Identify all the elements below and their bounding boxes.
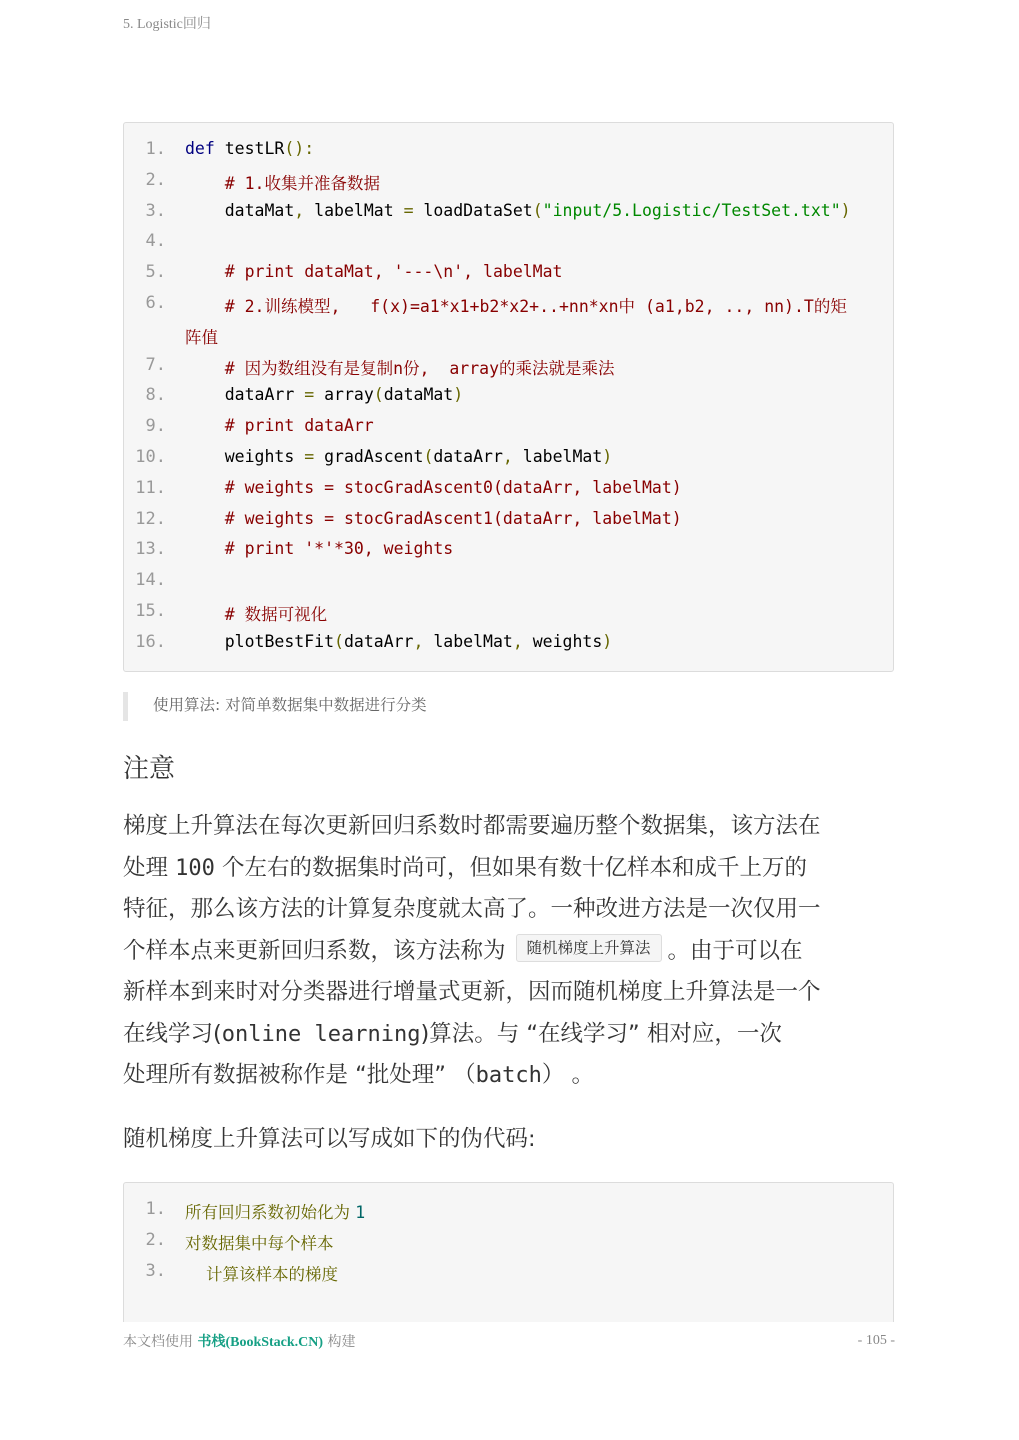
code-token: dataArr <box>185 385 305 405</box>
code-text <box>185 447 612 466</box>
code-text <box>185 509 682 528</box>
code-text <box>185 632 612 651</box>
code-token: # weights = stocGradAscent1(dataArr, labelMat) <box>185 508 682 528</box>
paragraph-explanation <box>123 806 903 1097</box>
code-token: (): <box>284 139 315 158</box>
code-token: , <box>294 200 305 220</box>
paragraph-text: 新样本到来时对分类器进行增量式更新，因而随机梯度上升算法是一个 <box>123 979 821 1005</box>
code-token: # 1.收集并准备数据 <box>185 173 380 193</box>
line-number: 8. <box>145 385 166 406</box>
paragraph-pseudocode-intro: 随机梯度上升算法可以写成如下的伪代码: <box>123 1126 536 1152</box>
line-number: 11. <box>135 477 166 498</box>
code-token: def <box>185 139 215 158</box>
paragraph-text: ） 。 <box>541 1062 595 1088</box>
paragraph-line <box>123 972 903 1014</box>
code-token: ( <box>532 200 543 220</box>
blockquote-label: 使用算法: <box>153 696 221 714</box>
code-text <box>185 601 327 625</box>
code-block-pseudocode <box>123 1182 894 1322</box>
section-heading: 注意 <box>123 754 176 784</box>
code-token: # print dataArr <box>185 416 374 436</box>
code-token: 所有回归系数初始化为 <box>185 1203 356 1222</box>
code-token: dataMat <box>383 385 454 405</box>
code-token: = <box>304 385 315 405</box>
line-number: 2. <box>145 169 166 190</box>
footer-suffix: 构建 <box>323 1334 356 1350</box>
code-token: ) <box>453 385 464 405</box>
code-token: # weights = stocGradAscent0(dataArr, labelMat) <box>185 477 682 497</box>
code-token: dataArr <box>343 631 414 651</box>
line-number: 10. <box>135 447 166 467</box>
code-token: 阵值 <box>185 327 218 347</box>
line-number: 14. <box>135 570 166 591</box>
line-number: 5. <box>145 262 166 283</box>
line-number: 4. <box>145 231 166 252</box>
code-token: # 2.训练模型, f(x)=a1*x1+b2*x2+..+nn*xn中 (a1,b2, .., nn).T的矩 <box>185 297 847 316</box>
paragraph-text: 处理所有数据被称作是 “批处理” （ <box>123 1062 476 1088</box>
paragraph-line <box>123 1055 903 1097</box>
code-token: , <box>413 631 424 651</box>
paragraph-text: 在线学习( <box>123 1020 222 1047</box>
code-token: loadDataSet <box>413 200 533 220</box>
running-header: 5. Logistic回归 <box>123 17 211 32</box>
paragraph-text: 个样本点来更新回归系数，该方法称为 <box>123 937 506 964</box>
line-number: 15. <box>135 601 166 621</box>
code-text <box>185 170 380 194</box>
paragraph-text: 个左右的数据集时尚可，但如果有数十亿样本和成千上万的 <box>214 854 808 881</box>
paragraph-text: 处理 <box>123 854 176 881</box>
code-token: gradAscent <box>314 447 424 466</box>
line-number: 6. <box>145 293 166 313</box>
code-text <box>185 139 314 158</box>
line-number: 3. <box>145 1260 166 1281</box>
line-number: 13. <box>135 539 166 560</box>
page-number: - 105 - <box>857 1333 895 1348</box>
code-token: # print '*'*30, weights <box>185 539 454 559</box>
code-token: ( <box>334 631 344 651</box>
code-token: 1 <box>355 1203 366 1222</box>
footer-brand-link[interactable]: 书栈(BookStack.CN) <box>197 1335 324 1350</box>
line-number: 3. <box>145 200 166 221</box>
code-token: ( <box>373 385 384 405</box>
inline-mono: 100 <box>175 855 215 881</box>
inline-mono: batch <box>475 1063 542 1088</box>
code-token: # print dataMat, '---\n', labelMat <box>185 262 563 282</box>
code-text <box>185 201 851 220</box>
footer-credit <box>123 1331 356 1351</box>
code-text <box>185 478 682 497</box>
line-number: 16. <box>135 631 166 652</box>
code-token: = <box>403 200 414 220</box>
paragraph-line <box>123 848 903 890</box>
inline-code: 随机梯度上升算法 <box>516 934 662 962</box>
code-token: ) <box>840 200 851 220</box>
code-block-testlr <box>123 122 894 672</box>
blockquote-text: 对简单数据集中数据进行分类 <box>220 696 427 714</box>
code-token: labelMat <box>423 631 513 651</box>
line-number: 1. <box>145 1199 166 1219</box>
code-token: array <box>314 385 374 405</box>
code-token: weights <box>185 447 305 466</box>
code-token: plotBestFit <box>185 631 335 651</box>
code-text <box>185 262 563 281</box>
line-number: 12. <box>135 508 166 529</box>
line-number: 9. <box>145 416 166 437</box>
code-token: ( <box>423 447 434 466</box>
code-text <box>185 1199 365 1223</box>
code-token: = <box>304 447 315 466</box>
code-text <box>185 416 374 435</box>
code-token: labelMat <box>512 447 603 466</box>
code-token: dataMat <box>185 200 295 220</box>
code-token: ) <box>602 447 613 466</box>
code-text <box>185 1230 334 1254</box>
code-token: weights <box>522 631 603 651</box>
paragraph-line <box>123 931 903 973</box>
code-token: labelMat <box>304 200 404 220</box>
footer-prefix: 本文档使用 <box>123 1334 198 1350</box>
code-token: testLR <box>214 139 285 158</box>
code-text <box>185 385 463 404</box>
line-number: 1. <box>145 139 166 159</box>
paragraph-line <box>123 1014 903 1056</box>
code-token: dataArr <box>433 447 503 466</box>
code-token: 计算该样本的梯度 <box>185 1264 338 1284</box>
paragraph-text: 。由于可以在 <box>667 937 803 964</box>
code-token: , <box>512 631 523 651</box>
code-text <box>185 539 453 558</box>
blockquote-note <box>123 692 427 721</box>
code-token: # 数据可视化 <box>185 605 328 624</box>
code-text <box>185 355 615 379</box>
code-token: "input/5.Logistic/TestSet.txt" <box>542 200 841 220</box>
line-number: 7. <box>145 354 166 375</box>
code-text <box>185 293 847 317</box>
paragraph-line <box>123 806 903 848</box>
code-text <box>185 324 218 348</box>
code-token: # 因为数组没有是复制n份, array的乘法就是乘法 <box>185 358 615 378</box>
paragraph-text: 梯度上升算法在每次更新回归系数时都需要遍历整个数据集，该方法在 <box>123 813 821 839</box>
inline-mono: online learning <box>221 1021 421 1047</box>
code-token: ) <box>602 631 613 651</box>
paragraph-line <box>123 889 903 931</box>
code-token: , <box>502 447 513 466</box>
code-text <box>185 1261 338 1285</box>
paragraph-text: 特征，那么该方法的计算复杂度就太高了。一种改进方法是一次仅用一 <box>123 896 821 922</box>
code-token: 对数据集中每个样本 <box>185 1233 334 1253</box>
paragraph-text: )算法。与 “在线学习” 相对应，一次 <box>420 1020 782 1047</box>
line-number: 2. <box>145 1229 166 1250</box>
